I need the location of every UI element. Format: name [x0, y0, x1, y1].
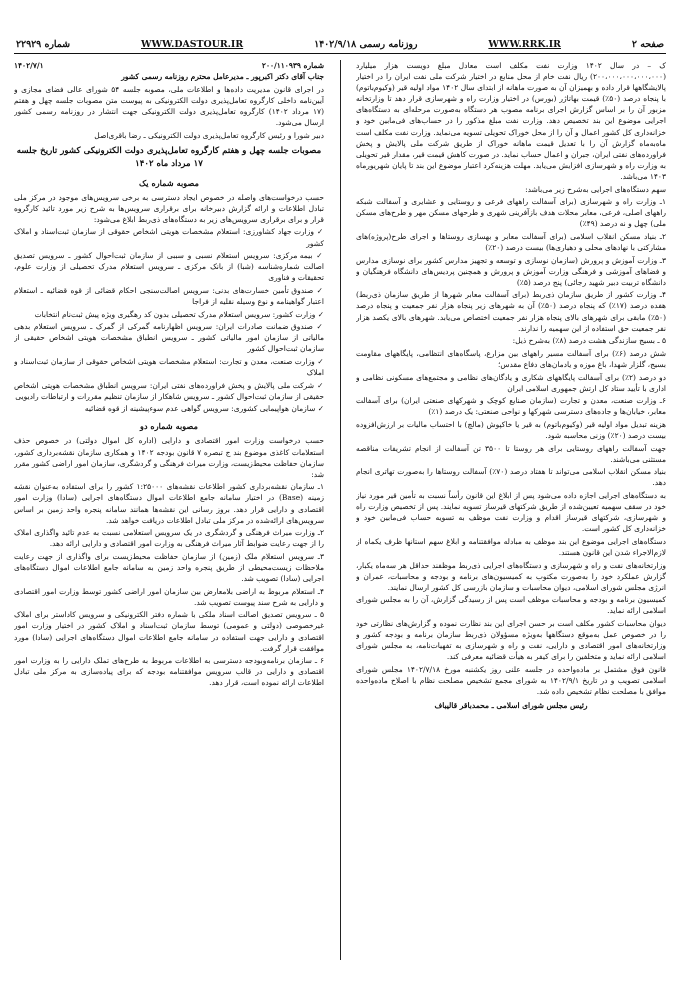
- signature-line: رئیس مجلس شورای اسلامی ـ محمدباقر قالیباف: [434, 701, 588, 711]
- signatory: دبیر شورا و رئیس کارگروه تعامل‌پذیری دولت الکترونیکی ـ رضا باقری‌اصل: [94, 130, 324, 140]
- list-item: ✓ صندوق ضمانت صادرات ایران: سرویس اظهارنامه گمرکی از گمرک ـ سرویس استعلام بدهی مالیاتی از سازمان امور مالیاتی کشور ـ سرویس انطباق مشخصات هویتی اشخاص حقیقی از سازمان ثبت‌احوال کشور: [14, 321, 324, 354]
- list-item: ✓ شرکت ملی پالایش و پخش فراورده‌های نفتی ایران: سرویس انطباق مشخصات هویتی اشخاص حقیقی از سازمان ثبت‌احوال کشور ـ سرویس شاهکار از سازمان تنظیم مقررات و ارتباطات رادیویی: [14, 380, 324, 402]
- paragraph: جهت آسفالت راههای روستایی برای هر روستا تا ۳۵۰۰ تن آسفالت از انجام تشریفات مناقصه مستثنی می‌باشند.: [356, 443, 666, 464]
- list-item: ✓ وزارت صنعت، معدن و تجارت: استعلام مشخصات هویتی اشخاص حقوقی از سازمان ثبت‌اسناد و املاک: [14, 356, 324, 378]
- letter-meta: [14, 60, 324, 71]
- paragraph: شش درصد (۶٪) برای آسفالت مسیر راههای بین مزارع، پاسگاه‌های انتظامی، پایگاههای مقاومت بسیج، گلزار شهدا، باغ موزه و یادمان‌های دفاع مقدس؛: [356, 348, 666, 369]
- resolutions-title: مصوبات جلسه چهل و هفتم کارگروه تعامل‌پذیری دولت الکترونیکی کشور تاریخ جلسه ۱۷ مرداد ماه ۱۴۰۲: [16, 145, 322, 169]
- page-header: [14, 28, 666, 54]
- paragraph: قانون فوق مشتمل بر ماده‌واحده در جلسه علنی روز یکشنبه مورخ ۱۴۰۲/۷/۱۸ مجلس شورای اسلامی تصویب و در تاریخ ۱۴۰۲/۹/۱ به شورای مجمع تشخیص مصلحت نظام با اصلاح ماده‌واحده موافق با مصلحت نظام تشخیص داده شد.: [356, 664, 666, 697]
- newspaper-date: روزنامه رسمی ۱۴۰۲/۹/۱۸: [314, 39, 418, 50]
- section-title-2: مصوبه شماره دو: [139, 421, 199, 432]
- paragraph: ۳ـ سرویس استعلام ملک (زمین) از سازمان حفاظت محیط‌زیست برای واگذاری از جهت رعایت ملاحظات زیست‌محیطی از طریق پنجره واحد زمین به سامانه جامع اطلاعات اموال دستگاه‌های اجرایی (سادا) تصویب شد.: [14, 551, 324, 584]
- issue-number: شماره ۲۲۹۲۹: [16, 39, 71, 50]
- newspaper-page: [14, 10, 666, 982]
- list-item: ✓ سازمان هواپیمایی کشوری: سرویس گواهی عدم سوءپیشینه از قوه قضائیه: [14, 403, 324, 414]
- paragraph: دیوان محاسبات کشور مکلف است بر حسن اجرای این بند نظارت نموده و گزارش‌های نظارتی خود را در خصوص عمل به‌موقع دستگاهها به‌ویژه مسؤولان ذی‌ربط سازمان برنامه و بودجه کشور و وزارتخانه‌های امور اقتصادی و دارایی، نفت و راه و شهرسازی به تفهیات‌نامه، به مجلس شورای اسلامی ارائه نماید و متخلفین را برای کیفر به هیأت قضائیه معرفی کند.: [356, 619, 666, 662]
- paragraph: حسب درخواست‌های واصله در خصوص ایجاد دسترسی به برخی سرویس‌های موجود در مرکز ملی تبادل اطلاعات و ارائه گزارش دبیرخانه برای برقراری سرویس‌ها به شرح زیر مورد تائید کارگروه قرار و برای برقراری سرویس‌های زیر به دستگاه‌های ذی‌ربط ابلاغ می‌شود:: [14, 192, 324, 224]
- paragraph: ۲ـ بنیاد مسکن انقلاب اسلامی (برای آسفالت معابر و بهسازی روستاها و اجرای طرح(پروژه)های مشارکتی با نهادهای محلی و دهیاری‌ها) بیست درصد (۲۰٪): [356, 231, 666, 252]
- list-item: ✓ وزارت کشور: سرویس استعلام مدرک تحصیلی بدون کد رهگیری ویژه پیش ثبت‌نام انتخابات: [14, 309, 324, 320]
- paragraph: هزینه تبدیل مواد اولیه قیر (وکیوم‌باتوم) به قیر یا خاکپوش (مالچ) با احتساب مالیات بر ارزش‌افزوده بیست درصد (۲۰٪) وزنی محاسبه شود.: [356, 419, 666, 440]
- paragraph: ۵ ـ بسیج سازندگی هشت درصد (۸٪) به‌شرح ذیل:: [512, 336, 666, 346]
- paragraph: سهم دستگاه‌های اجرایی به‌شرح زیر می‌باشد:: [525, 184, 666, 194]
- site-link-rrk[interactable]: WWW.RRK.IR: [488, 39, 561, 50]
- list-item: ✓ صندوق تأمین خسارت‌های بدنی: سرویس اصالت‌سنجی احکام قضائی از قوه قضائیه ـ استعلام اعتبار گواهینامه و نوع وسیله نقلیه از فراجا: [14, 285, 324, 307]
- paragraph: حسب درخواست وزارت امور اقتصادی و دارایی (اداره کل اموال دولتی) در خصوص حذف استعلامات کاغذی موضوع بند ج تبصره ۷ قانون بودجه ۱۴۰۲ و همکاری سازمان نقشه‌برداری کشور، سازمان حفاظت محیط‌زیست، وزارت میراث فرهنگی و گردشگری، سازمان امور اراضی کشور مقرر شد:: [14, 436, 324, 479]
- list-item: ✓ وزارت جهاد کشاورزی: استعلام مشخصات هویتی اشخاص حقوقی از سازمان ثبت‌اسناد و املاک کشور: [14, 226, 324, 248]
- letter-date: ۱۴۰۲/۷/۱: [14, 61, 44, 70]
- paragraph: در اجرای قانون مدیریت داده‌ها و اطلاعات ملی، مصوبه جلسه ۵۴ شورای عالی فضای مجازی و آیین‌نامه داخلی کارگروه تعامل‌پذیری دولت الکترونیکی به پیوست متن مصوبات جلسه چهل و هفتم (۱۷ مرداد ۱۴۰۲) کارگروه تعامل‌پذیری دولت الکترونیکی جهت انتشار در روزنامه رسمی کشور ارسال می‌شود.: [14, 84, 324, 127]
- paragraph: ک – در سال ۱۴۰۲ وزارت نفت مکلف است معادل مبلغ دویست هزار میلیارد (۲۰۰،۰۰۰،۰۰۰،۰۰۰،۰۰۰) ریال نفت خام از محل منابع در اختیار شرکت ملی نفت ایران را در اختیار پالایشگاهها قرار داده و بهمیزان آن به صورت ماهانه از ابتدای سال ۱۴۰۲ مواد اولیه قیر (وکیوم‌باتوم) با پنجاه درصد (۵۰٪) قیمت بهاتاژر (بورس) در اختیار وزارت راه و شهرسازی قرار دهد تا وزارتخانه مزبور آن را بر اساس گزارش اجرای برنامه مصوب هر دستگاه به‌صورت مرحله‌ای به دستگاه‌های اجرایی موضوع این بند تخصیص دهد. وزارت نفت مبلغ مذکور را در حساب‌های فی‌مابین خود و خزانه‌داری کل کشور اعمال و آن را از محل خوراک تحویلی تسویه می‌نماید. وزارت نفت مکلف است ماه‌به‌ماه گزارش آن را با تعدیل قیمت ماهانه خوراک از طریق شرکت ملی پالایش و پخش فراورده‌های نفتی ایران، جبران و اعمال حساب نماید. در صورت کاهش قیمت قیر، مقدار قیر تحویلی به وزارت راه و شهرسازی افزایش می‌یابد. مهلت هزینه‌کرد اعتبار موضوع این بند تا پایان شهریورماه ۱۴۰۳ می‌باشد.: [356, 61, 666, 181]
- letter-number: شماره ۲۰۰/۱۱۰۹۳۹: [261, 61, 324, 70]
- paragraph: ۱ـ سازمان نقشه‌برداری کشور اطلاعات نقشه‌های ۱:۲۵۰۰۰ کشور را برای استفاده به‌عنوان نقشه زمینه (Base) در اختیار سامانه جامع اطلاعات اموال دستگاه‌های اجرایی (سادا) وزارت امور اقتصادی و دارایی قرار دهد. بروز رسانی این نقشه‌ها همانند سامانه پنجره واحد زمین بر اساس سرویس‌های ارائه‌شده در مرکز ملی تبادل اطلاعات دریافت خواهد شد.: [14, 482, 324, 525]
- paragraph: ۳ـ وزارت آموزش و پرورش (سازمان نوسازی و توسعه و تجهیز مدارس کشور برای نوسازی مدارس و فضاهای آموزشی و فرهنگی وزارت آموزش و پرورش و همچنین پردیس‌های دانشگاه فرهنگیان و دانشگاه تربیت دبیر شهید رجائی) پنج درصد (۵٪): [356, 255, 666, 287]
- column-divider: [340, 60, 341, 960]
- addressee: جناب آقای دکتر اکبرپور ـ مدیرعامل محترم روزنامه رسمی کشور: [121, 72, 324, 82]
- paragraph: دو درصد (۲٪) برای آسفالت پایگاههای شکاری و یادگان‌های نظامی و مجتمع‌های مسکونی نظامی و اداری با تأیید ستاد کل ارتش جمهوری اسلامی ایران: [356, 372, 666, 393]
- list-item: ✓ بیمه مرکزی: سرویس استعلام نسبی و سببی از سازمان ثبت‌احوال کشور ـ سرویس تصدیق اصالت شماره‌شناسه (شبا) از بانک مرکزی ـ سرویس استعلام مدرک تحصیلی از وزارت علوم، تحقیقات و فناوری: [14, 250, 324, 283]
- section-title-1: مصوبه شماره یک: [138, 177, 200, 188]
- paragraph: ۶ ـ سازمان برنامه‌وبودجه دسترسی به اطلاعات مربوط به طرح‌های تملک دارایی را به وزارت امور اقتصادی و دارایی در قالب سرویس موافقتنامه بودجه که برای پیاده‌سازی به مرکز ملی تبادل اطلاعات ارائه نموده است، قرار دهد.: [14, 656, 324, 688]
- paragraph: ۱ـ وزارت راه و شهرسازی (برای آسفالت راههای فرعی و روستایی و عشایری و آسفالت شبکه راههای اصلی، فرعی، معابر محلات هدف بازآفرینی شهری و طرحهای مسکن مهر و طرح‌های مسکن ملی) چهل و نه درصد (۴۹٪): [356, 197, 666, 229]
- paragraph: وزارتخانه‌های نفت و راه و شهرسازی و دستگاه‌های اجرایی ذی‌ربط موظفند حداقل هر سه‌ماه یکبار، گزارش عملکرد خود را به‌صورت مکتوب به کمیسیون‌های برنامه و بودجه و محاسبات، عمران و انرژی مجلس شورای اسلامی، دیوان محاسبات و سازمان بازرسی کل کشور ارسال نمایند.: [356, 560, 666, 592]
- paragraph: دستگاه‌های اجرایی موضوع این بند موظف به مبادله موافقتنامه و ابلاغ سهم استانها ظرف یکماه از لازم‌الاجراء شدن این قانون هستند.: [356, 536, 666, 557]
- paragraph: ۲ـ وزارت میراث فرهنگی و گردشگری در یک سرویس استعلامی نسبت به عدم تائید واگذاری املاک را از جهت رعایت ضوابط آثار میراث فرهنگی به وزارت امور اقتصادی و دارایی ارائه دهد.: [14, 528, 324, 549]
- right-column: [356, 60, 666, 965]
- paragraph: ۵ ـ سرویس تصدیق اصالت اسناد ملکی با شماره دفتر الکترونیکی و سرویس کاداستر برای املاک غیرخصوصی (دولتی و عمومی) توسط سازمان ثبت‌اسناد و املاک کشور در اختیار وزارت امور اقتصادی و دارایی جهت استفاده در سامانه جامع اطلاعات اموال دستگاه‌های اجرایی (سادا) مورد موافقت قرار گرفت.: [14, 610, 324, 653]
- page-number: صفحه ۲: [631, 39, 664, 50]
- left-column: [14, 60, 324, 965]
- paragraph: بنیاد مسکن انقلاب اسلامی می‌تواند تا هفتاد درصد (۷۰٪) آسفالت روستاها را به‌صورت تهاتری انجام دهد.: [356, 467, 666, 488]
- paragraph: ۶ـ وزارت صنعت، معدن و تجارت (سازمان صنایع کوچک و شهرکهای صنعتی ایران) برای آسفالت معابر، خیابان‌ها و جاده‌های دسترسی شهرکها و نواحی صنعتی: یک درصد (۱٪): [356, 396, 666, 417]
- paragraph: کمیسیون برنامه و بودجه و محاسبات موظف است پس از رسیدگی گزارش، آن را به مجلس شورای اسلامی ارائه نماید.: [356, 595, 666, 616]
- site-link-dastour[interactable]: WWW.DASTOUR.IR: [141, 39, 244, 50]
- paragraph: ۴ـ استعلام مربوط به اراضی بلامعارض بین سازمان امور اراضی کشور توسط وزارت امور اقتصادی و دارایی به شرح سند پیوست تصویب شد.: [14, 586, 324, 607]
- paragraph: به دستگاه‌های اجرایی اجازه داده می‌شود پس از ابلاغ این قانون رأساً نسبت به تأمین قیر مورد نیاز خود در سقف سهمیه تعیین‌شده از طریق شرکتهای قیرساز تسویه نمایند. پس از تخصیص وزارت راه و شهرسازی، شرکتهای قیرساز اقدام و وزارت نفت موظف به تسویه حساب فی‌مابین خود و خزانه‌داری کل کشور است.: [356, 490, 666, 534]
- paragraph: ۴ـ وزارت کشور از طریق سازمان ذی‌ربط (برای آسفالت معابر شهرها از طریق سازمان ذی‌ربط) هفده درصد (۱۷٪) که پنجاه درصد (۵۰٪) آن به شهرهای زیر پنجاه هزار نفر جمعیت و پنجاه درصد (۵۰٪) مابقی برای شهرهای بالای پنجاه هزار نفر جمعیت اختصاص می‌یابد. شهرهای بالای یکصد هزار نفر جمعیت حق استفاده از این سهمیه را ندارند.: [356, 290, 666, 333]
